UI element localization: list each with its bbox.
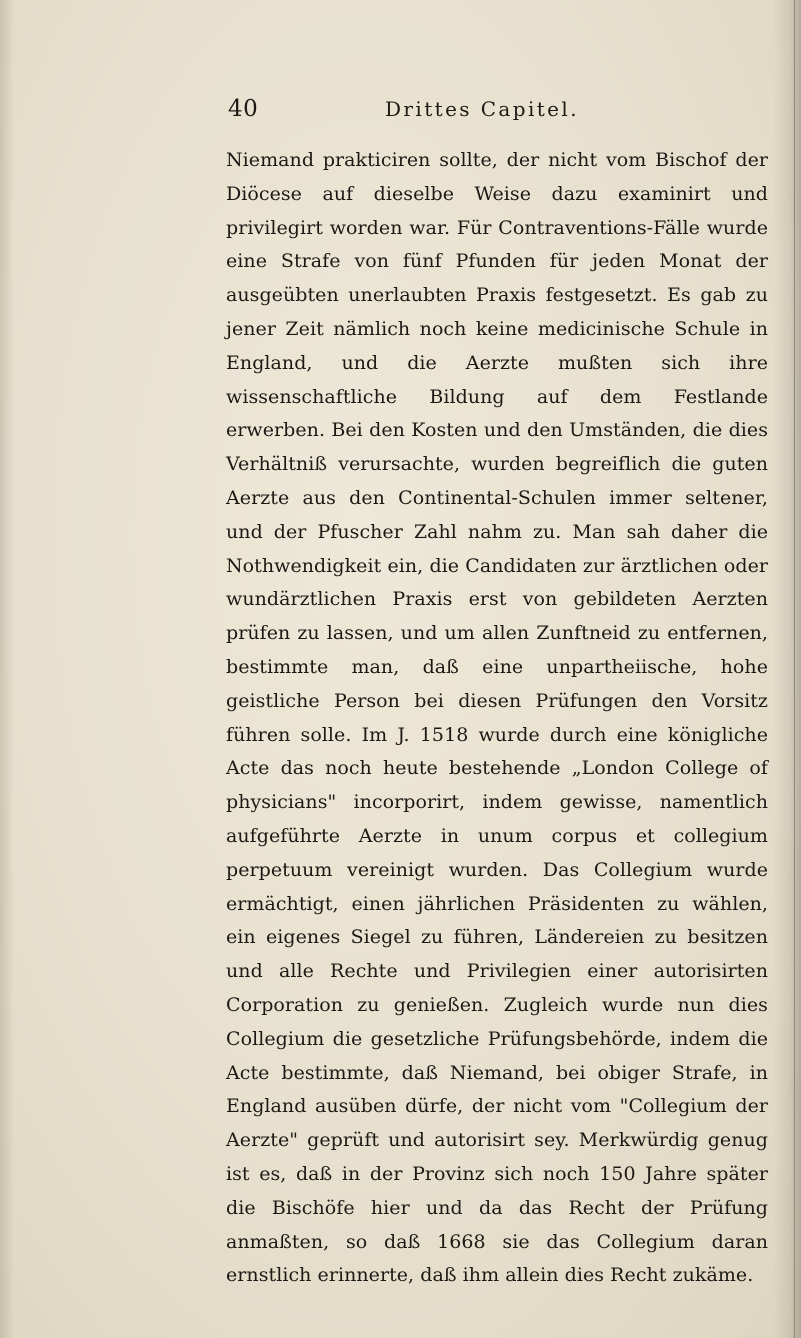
body-paragraph: Niemand prakticiren sollte, der nicht vom Bischof der Diöcese auf dieselbe Weise dazu examinirt und privilegirt worden war. Für Contraventions-Fälle wurde eine Strafe von fünf Pfunden für jeden Monat der ausgeübten unerlaubten Praxis festgesetzt. Es gab zu jener Zeit nämlich noch keine medicinische Schule in England, und die Aerzte mußten sich ihre wissenschaftliche Bildung auf dem Festlande erwerben. Bei den Kosten und den Umständen, die dies Verhältniß verursachte, wurden begreiflich die guten Aerzte aus den Continental-Schulen immer seltener, und der Pfuscher Zahl nahm zu. Man sah daher die Nothwendigkeit ein, die Candidaten zur ärztlichen oder wundärztlichen Praxis erst von gebildeten Aerzten prüfen zu lassen, und um allen Zunftneid zu entfernen, bestimmte man, daß eine unpartheiische, hohe geistliche Person bei diesen Prüfungen den Vorsitz führen solle. Im J. 1518 wurde durch eine königliche Acte das noch heute bestehende „London College of physicians" incorporirt, indem gewisse, namentlich aufgeführte Aerzte in unum corpus et collegium perpetuum vereinigt wurden. Das Collegium wurde ermächtigt, einen jährlichen Präsidenten zu wählen, ein eigenes Siegel zu führen, Ländereien zu besitzen und alle Rechte und Privilegien einer autorisirten Corporation zu genießen. Zugleich wurde nun dies Collegium die gesetzliche Prüfungsbehörde, indem die Acte bestimmte, daß Niemand, bei obiger Strafe, in England ausüben dürfe, der nicht vom "Collegium der Aerzte" geprüft und autorisirt sey. Merkwürdig genug ist es, daß in der Provinz sich noch 150 Jahre später die Bischöfe hier und da das Recht der Prüfung anmaßten, so daß 1668 sie das Collegium daran ernstlich erinnerte, daß ihm allein dies Recht zukäme.	[226, 149, 768, 1287]
page-gutter-shadow	[0, 0, 14, 1338]
page-edge-shadow	[773, 0, 801, 1338]
running-head: Drittes Capitel.	[385, 97, 579, 121]
page-edge-line	[794, 0, 795, 1338]
page-header	[228, 96, 768, 134]
page-number: 40	[228, 96, 259, 122]
